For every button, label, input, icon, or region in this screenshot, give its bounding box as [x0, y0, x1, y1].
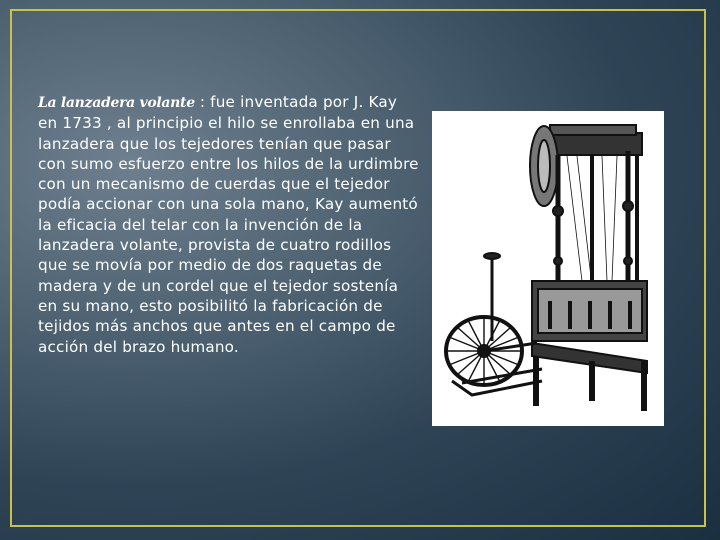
slide-text-block — [38, 92, 420, 357]
slide-term: La lanzadera volante — [38, 95, 195, 111]
spinning-frame-image — [432, 111, 664, 426]
spinning-frame-icon — [432, 111, 664, 426]
slide-body: : fue inventada por J. Kay en 1733 , al principio el hilo se enrollaba en una lanzadera que los tejedores tenían que pasar con sumo esfuerzo entre los hilos de la urdimbre con un mecanismo de cuerdas que el tejedor podía accionar con una sola mano, Kay aumentó la eficacia del telar con la invención de la lanzadera volante, provista de cuatro rodillos que se movía por medio de dos raquetas de madera y de un cordel que el tejedor sostenía en su mano, esto posibilitó la fabricación de tejidos más anchos que antes en el campo de acción del brazo humano. — [38, 93, 419, 356]
